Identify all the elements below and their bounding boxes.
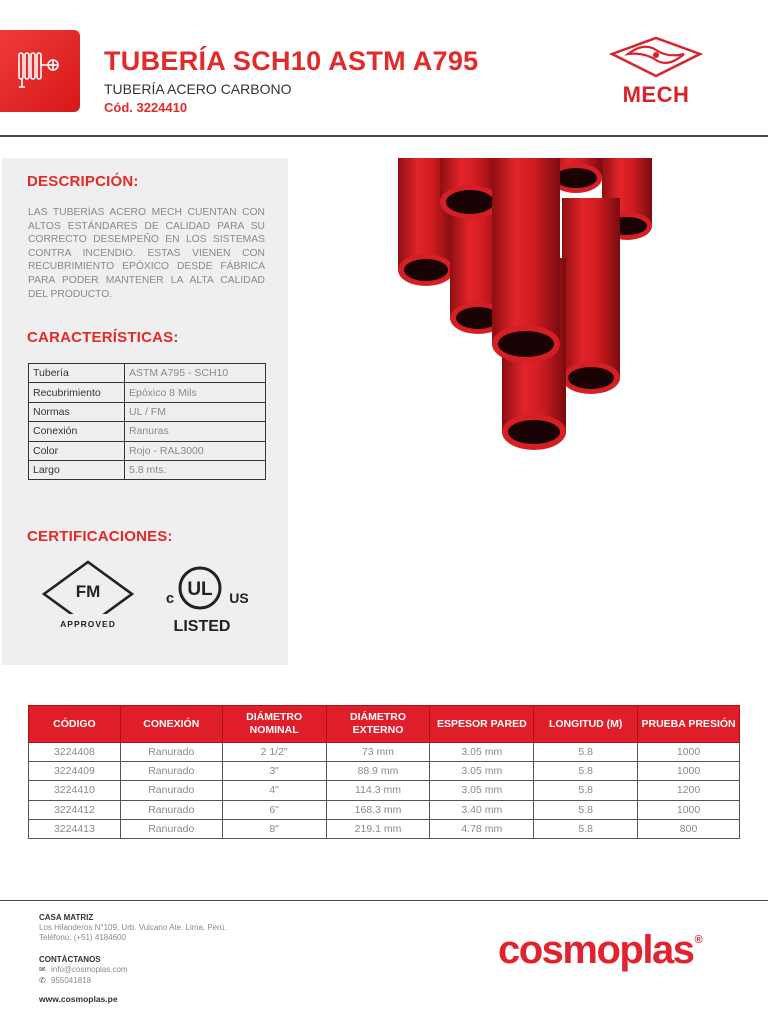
characteristic-value: Ranuras [125, 422, 266, 441]
characteristic-row [29, 402, 266, 421]
table-cell: 5.8 [534, 743, 638, 762]
table-row [29, 819, 740, 838]
table-cell: 3224413 [29, 819, 121, 838]
table-cell: 3224412 [29, 800, 121, 819]
page-subtitle: TUBERÍA ACERO CARBONO [104, 81, 292, 97]
table-cell: 114.3 mm [326, 781, 430, 800]
mech-emblem-icon [604, 36, 708, 80]
office-phone: Teléfono: (+51) 4184600 [39, 933, 126, 942]
column-header: CONEXIÓN [120, 706, 222, 743]
column-header: ESPESOR PARED [430, 706, 534, 743]
table-row [29, 743, 740, 762]
characteristic-label: Tubería [29, 364, 125, 383]
website-link[interactable]: www.cosmoplas.pe [39, 994, 118, 1004]
table-cell: 5.8 [534, 781, 638, 800]
characteristic-row [29, 460, 266, 479]
table-cell: 4" [222, 781, 326, 800]
whatsapp-text: 955041818 [51, 976, 92, 985]
fm-caption: APPROVED [60, 619, 116, 629]
page-title: TUBERÍA SCH10 ASTM A795 [104, 46, 479, 76]
header-badge [0, 30, 80, 112]
table-cell: 3" [222, 762, 326, 781]
fm-approved-logo [40, 558, 136, 634]
table-cell: 6" [222, 800, 326, 819]
certifications-heading: CERTIFICACIONES: [27, 528, 173, 545]
characteristic-value: Rojo - RAL3000 [125, 441, 266, 460]
footer-divider [0, 900, 768, 901]
cosmoplas-logo [498, 928, 701, 973]
mech-logo [604, 36, 708, 112]
table-cell: 2 1/2" [222, 743, 326, 762]
column-header: DIÁMETRO EXTERNO [326, 706, 430, 743]
table-cell: 3.05 mm [430, 743, 534, 762]
table-cell: 3224410 [29, 781, 121, 800]
contact-whatsapp[interactable] [39, 976, 91, 987]
table-cell: 800 [638, 819, 740, 838]
table-cell: 3.05 mm [430, 781, 534, 800]
table-cell: 3224408 [29, 743, 121, 762]
characteristics-table [28, 363, 266, 480]
table-cell: 168.3 mm [326, 800, 430, 819]
characteristic-value: Epóxico 8 Mils [125, 383, 266, 402]
company-name: cosmoplas [498, 928, 694, 972]
table-cell: Ranurado [120, 800, 222, 819]
table-cell: 1200 [638, 781, 740, 800]
header-divider [0, 135, 768, 137]
table-cell: 73 mm [326, 743, 430, 762]
ul-caption: LISTED [173, 618, 231, 635]
table-cell: 88.9 mm [326, 762, 430, 781]
office-heading: CASA MATRIZ [39, 913, 94, 922]
table-cell: 219.1 mm [326, 819, 430, 838]
table-cell: 5.8 [534, 762, 638, 781]
characteristic-row [29, 364, 266, 383]
table-row [29, 800, 740, 819]
registered-mark: ® [694, 934, 702, 946]
table-cell: 5.8 [534, 800, 638, 819]
characteristic-label: Color [29, 441, 125, 460]
characteristic-value: 5.8 mts. [125, 460, 266, 479]
mech-brand-text: MECH [622, 82, 690, 107]
table-cell: 3.40 mm [430, 800, 534, 819]
table-cell: Ranurado [120, 743, 222, 762]
table-cell: 4.78 mm [430, 819, 534, 838]
characteristic-value: UL / FM [125, 402, 266, 421]
product-photo [392, 158, 662, 458]
table-cell: 5.8 [534, 819, 638, 838]
table-cell: Ranurado [120, 762, 222, 781]
table-cell: Ranurado [120, 781, 222, 800]
ul-left-mark: c [165, 590, 175, 607]
description-text: LAS TUBERÍAS ACERO MECH CUENTAN CON ALTOS ESTÁNDARES DE CALIDAD PARA SU CORRECTO DESEMPEÑO EN LOS SISTEMAS CONTRA INCENDIO. ESTAS VIENEN CON RECUBRIMIENTO EPÓXICO DESDE FÁBRICA PARA PODER MANTENER LA ALTA CALIDAD DEL PRODUCTO. [28, 207, 265, 300]
characteristic-label: Conexión [29, 422, 125, 441]
table-cell: 1000 [638, 762, 740, 781]
table-cell: 3224409 [29, 762, 121, 781]
ul-mark: UL [187, 579, 213, 600]
office-address: Los Hilanderos N°109, Urb. Vulcano Ate. Lima, Perú. [39, 923, 227, 932]
characteristic-row [29, 441, 266, 460]
email-text: info@cosmoplas.com [51, 965, 128, 974]
column-header: PRUEBA PRESIÓN [638, 706, 740, 743]
column-header: LONGITUD (M) [534, 706, 638, 743]
column-header: DIÁMETRO NOMINAL [222, 706, 326, 743]
table-cell: 8" [222, 819, 326, 838]
characteristic-label: Recubrimiento [29, 383, 125, 402]
characteristic-row [29, 383, 266, 402]
table-row [29, 762, 740, 781]
table-cell: 1000 [638, 743, 740, 762]
ul-right-mark: US [229, 590, 249, 606]
characteristic-value: ASTM A795 - SCH10 [125, 364, 266, 383]
characteristic-label: Normas [29, 402, 125, 421]
table-row [29, 781, 740, 800]
table-cell: 3.05 mm [430, 762, 534, 781]
ul-listed-logo [163, 560, 253, 636]
characteristic-row [29, 422, 266, 441]
table-cell: Ranurado [120, 819, 222, 838]
contact-email[interactable] [39, 965, 128, 976]
contact-heading: CONTÁCTANOS [39, 955, 101, 964]
product-code: Cód. 3224410 [104, 100, 188, 115]
characteristic-label: Largo [29, 460, 125, 479]
fm-mark: FM [75, 582, 101, 601]
characteristics-heading: CARACTERÍSTICAS: [27, 329, 179, 346]
table-cell: 1000 [638, 800, 740, 819]
whatsapp-icon: ✆ [39, 976, 46, 985]
description-heading: DESCRIPCIÓN: [27, 173, 139, 190]
pipe-valve-icon [17, 47, 63, 95]
column-header: CÓDIGO [29, 706, 121, 743]
specifications-table [28, 705, 740, 839]
mail-icon: ✉ [39, 965, 46, 974]
